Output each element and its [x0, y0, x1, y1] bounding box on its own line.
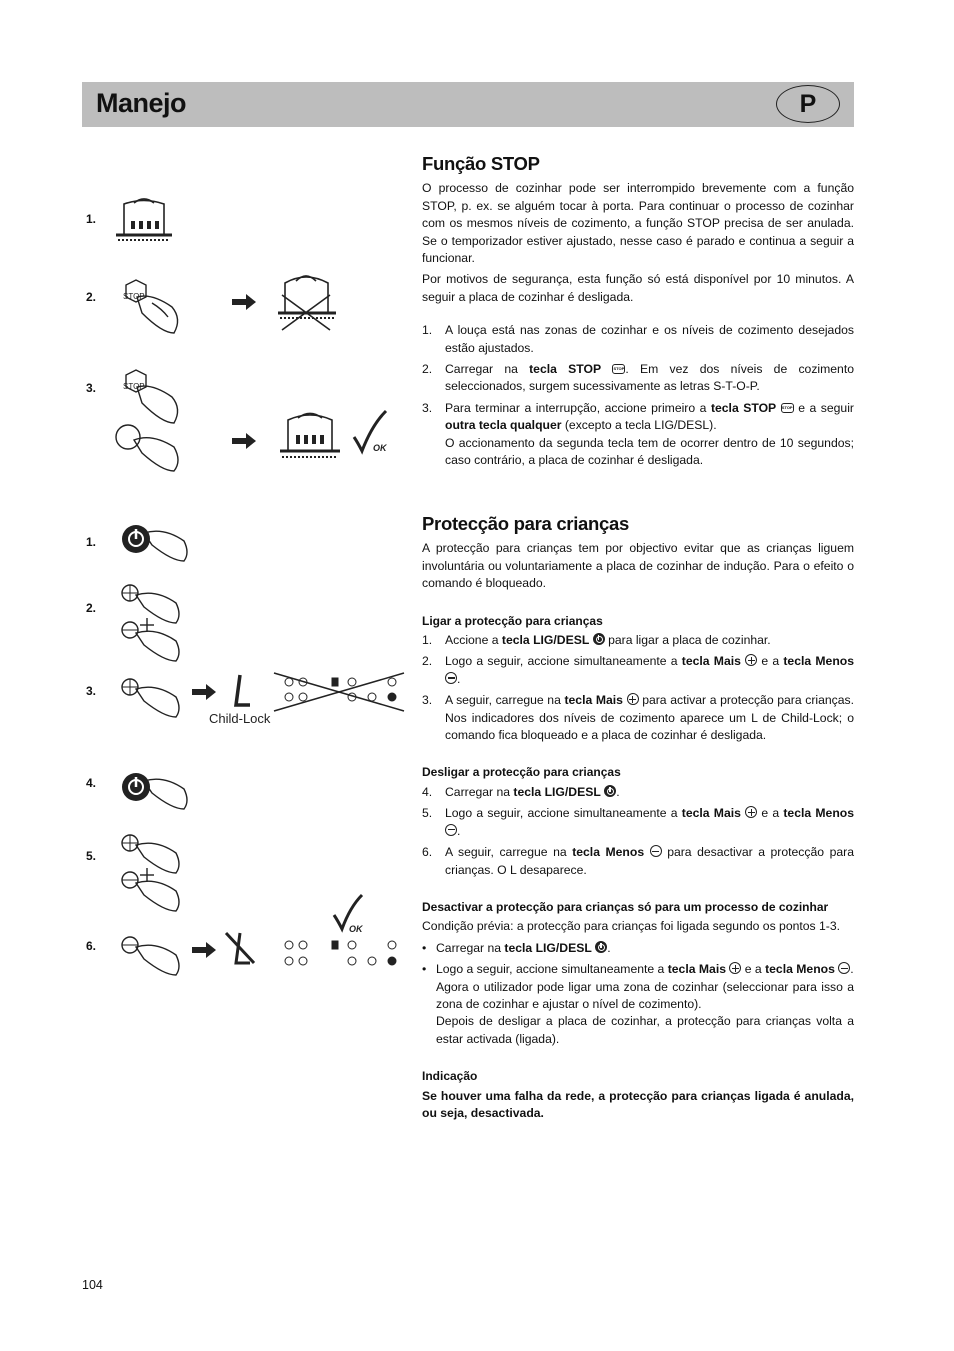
note-heading: Indicação — [422, 1069, 478, 1084]
paragraph: A protecção para crianças tem por objectivo evitar que as crianças liguem involuntária ou voluntariamente a placa de cozinhar de indução. Para o efeito o comando é bloqueado. — [422, 541, 854, 591]
subsection-heading: Desligar a protecção para crianças — [422, 765, 621, 780]
paragraph: O processo de cozinhar pode ser interrompido brevemente com a função STOP, p. ex. se alguém tocar à porta. Para continuar o processo de cozinhar com os mesmos níveis de cozimento, a função STOP precisa de ser anulada. Se o temporizador estiver ajustado, nesse caso é parado e continua a seguir a funcionar. — [422, 181, 854, 266]
ok-label: OK — [373, 443, 387, 453]
language-badge: P — [776, 85, 840, 123]
arrow-icon — [232, 433, 256, 449]
arrow-icon — [192, 942, 216, 958]
minus-key-icon — [650, 845, 662, 857]
list-item: 6. A seguir, carregue na tecla Menos para desactivar a protecção para crianças. O L desaparece. — [422, 845, 854, 877]
list-item: 5. Logo a seguir, accione simultaneamente a tecla Mais e a tecla Menos . — [422, 806, 854, 838]
list-item: • Carregar na tecla LIG/DESL . — [422, 940, 611, 955]
step-number: 3. — [86, 684, 97, 698]
minus-key-icon — [445, 824, 457, 836]
ok-label: OK — [349, 924, 363, 934]
child-lock-l-display-icon — [236, 675, 250, 705]
step-number: 4. — [86, 776, 97, 790]
header-bar — [82, 82, 854, 127]
power-key-hand-icon — [122, 525, 187, 561]
step-number: 1. — [86, 212, 97, 226]
lock-on-list — [422, 632, 854, 744]
lock-off-list — [422, 784, 854, 879]
section-heading: Função STOP — [422, 153, 540, 174]
stop-key-hand-icon — [126, 280, 178, 333]
minus-key-hand-icon — [122, 937, 179, 975]
control-panel-crossed-icon — [274, 673, 404, 711]
power-key-hand-icon — [122, 773, 187, 809]
deactivate-list — [422, 940, 854, 1048]
page-title: Manejo — [96, 88, 187, 118]
arrow-icon — [192, 684, 216, 700]
cooktop-resume-icon — [280, 414, 340, 458]
section-heading: Protecção para crianças — [422, 513, 629, 534]
child-lock-caption: Child-Lock — [209, 711, 271, 726]
list-item: 2. Carregar na tecla STOP STOP . Em vez dos níveis de cozimento seleccionados, surgem sucessivamente as letras S-T-O-P. — [422, 361, 854, 396]
paragraph: Condição prévia: a protecção para crianças foi ligada segundo os pontos 1-3. — [422, 919, 841, 934]
any-key-hand-icon — [116, 425, 178, 471]
power-key-icon — [593, 633, 605, 645]
list-item: 3. A seguir, carregue na tecla Mais para activar a protecção para crianças. Nos indicadores dos níveis de cozimento aparece um L de Child-Lock; o comando fica bloqueado e a placa de cozinhar é desligada. — [422, 693, 854, 743]
minus-key-icon — [838, 962, 850, 974]
power-key-icon — [595, 941, 607, 953]
plus-key-hand-icon — [122, 835, 179, 873]
stop-key-label: STOP — [123, 382, 145, 391]
subsection-heading: Ligar a protecção para crianças — [422, 613, 603, 628]
stop-illustrations — [82, 185, 412, 485]
list-item: 1. Accione a tecla LIG/DESL para ligar a placa de cozinhar. — [422, 633, 771, 648]
cooktop-pot-crossed-icon — [278, 276, 336, 330]
child-lock-drawing — [82, 515, 412, 985]
step-number: 1. — [86, 535, 97, 549]
list-item: 3. Para terminar a interrupção, accione primeiro a tecla STOP STOP e a seguir outra tecla qualquer (excepto a tecla LIG/DESL). O accionamento da segunda tecla tem de ocorrer dentro de 10 segundos; caso contrário, a placa de cozinhar é desligada. — [422, 400, 854, 470]
note-text: Se houver uma falha da rede, a protecção para crianças ligada é anulada, ou seja, desactivada. — [422, 1088, 854, 1120]
plus-key-icon — [627, 693, 639, 705]
plus-key-hand-icon — [122, 679, 179, 717]
l-cleared-display-icon — [226, 933, 254, 963]
plus-key-icon — [745, 654, 757, 666]
control-panel-icon — [285, 941, 396, 965]
subsection-heading: Desactivar a protecção para crianças só para um processo de cozinhar — [422, 899, 829, 914]
list-item: • Logo a seguir, accione simultaneamente a tecla Mais e a tecla Menos . Agora o utilizador pode ligar uma zona de cozinhar (seleccionar para isso a zona de cozinhar e ajustar o nível de cozimento). Depois de desligar a placa de cozinhar, a protecção para crianças volta a estar activada (ligada). — [422, 962, 854, 1046]
plus-key-icon — [745, 806, 757, 818]
stop-steps-list — [422, 322, 854, 469]
stop-key-label: STOP — [123, 292, 145, 301]
child-lock-section — [422, 515, 854, 1126]
stop-section — [422, 155, 854, 474]
step-number: 3. — [86, 381, 97, 395]
stop-key-icon — [781, 403, 794, 413]
page-number: 104 — [82, 1278, 103, 1292]
step-number: 6. — [86, 939, 97, 953]
minus-key-hand-icon — [122, 618, 179, 661]
child-lock-illustrations — [82, 515, 412, 985]
list-item: 4. Carregar na tecla LIG/DESL . — [422, 784, 620, 799]
step-number: 2. — [86, 601, 97, 615]
list-item: 1. A louça está nas zonas de cozinhar e os níveis de cozimento desejados estão ajustados. — [422, 323, 854, 355]
minus-key-icon — [445, 672, 457, 684]
cooktop-display-icon — [116, 199, 172, 240]
arrow-icon — [232, 294, 256, 310]
step-number: 2. — [86, 290, 97, 304]
stop-function-drawing — [82, 185, 412, 485]
minus-key-hand-icon — [122, 868, 179, 911]
plus-key-hand-icon — [122, 585, 179, 623]
paragraph: Por motivos de segurança, esta função só está disponível por 10 minutos. A seguir a placa de cozinhar é desligada. — [422, 272, 854, 304]
step-number: 5. — [86, 849, 97, 863]
stop-key-hand-icon — [126, 370, 178, 423]
list-item: 2. Logo a seguir, accione simultaneamente a tecla Mais e a tecla Menos . — [422, 654, 854, 686]
plus-key-icon — [729, 962, 741, 974]
power-key-icon — [604, 785, 616, 797]
stop-key-icon — [612, 364, 625, 374]
